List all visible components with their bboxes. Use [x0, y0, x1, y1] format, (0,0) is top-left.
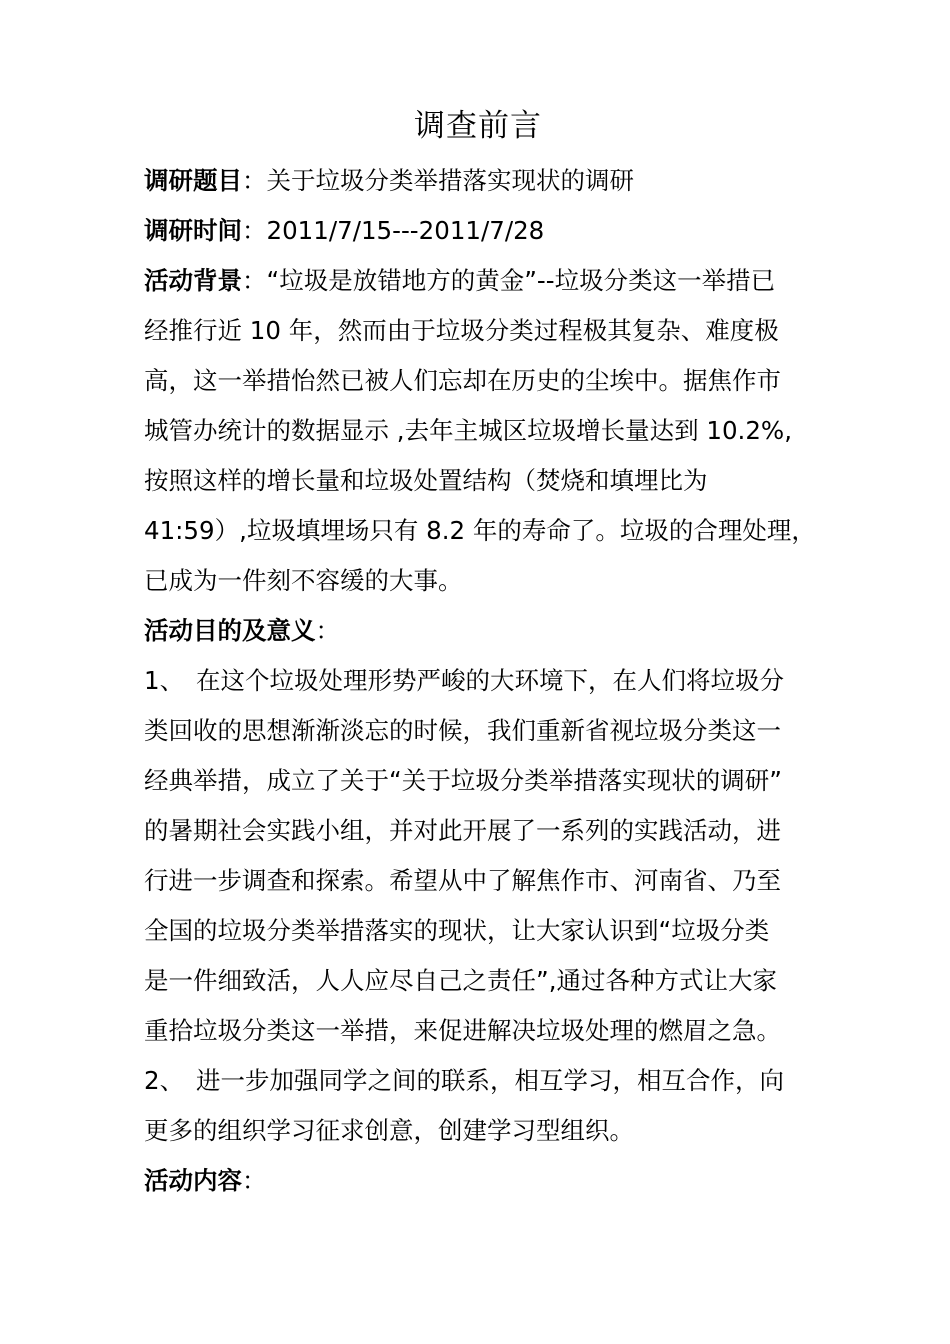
list-item-number: 2、 [144, 1066, 185, 1095]
content-heading [144, 1156, 812, 1206]
list-item-line: 的暑期社会实践小组，并对此开展了一系列的实践活动，进 [144, 816, 781, 845]
background-line: 已成为一件刻不容缓的大事。 [144, 566, 463, 595]
list-item-text: 在这个垃圾处理形势严峻的大环境下，在人们将垃圾分 [196, 666, 784, 695]
background-line [144, 256, 812, 306]
background-line: 经推行近 10 年，然而由于垃圾分类过程极其复杂、难度极 [144, 316, 779, 345]
content-separator: ： [242, 1166, 267, 1195]
page-title: 调查前言 [414, 108, 542, 144]
list-item-line [144, 1056, 812, 1106]
list-item-line: 行进一步调查和探索。希望从中了解焦作市、河南省、乃至 [144, 866, 781, 895]
purpose-item-2 [144, 1056, 812, 1156]
background-line: 41:59）,垃圾填埋场只有 8.2 年的寿命了。垃圾的合理处理， [144, 516, 816, 545]
list-item-line: 全国的垃圾分类举措落实的现状，让大家认识到“垃圾分类 [144, 916, 770, 945]
list-item-line: 更多的组织学习征求创意，创建学习型组织。 [144, 1116, 634, 1145]
purpose-separator: ： [315, 616, 340, 645]
topic-row [144, 156, 812, 206]
content-label: 活动内容 [144, 1166, 242, 1195]
background-line: 按照这样的增长量和垃圾处置结构（焚烧和填埋比为 [144, 466, 708, 495]
list-item-line: 经典举措，成立了关于“关于垃圾分类举措落实现状的调研” [144, 766, 782, 795]
list-item-number: 1、 [144, 666, 185, 695]
time-separator: ： [242, 216, 267, 245]
purpose-label: 活动目的及意义 [144, 616, 316, 645]
background-separator: ： [242, 266, 267, 295]
topic-label: 调研题目 [144, 166, 242, 195]
topic-value: 关于垃圾分类举措落实现状的调研 [266, 166, 634, 195]
list-item-line [144, 656, 812, 706]
purpose-item-1 [144, 656, 812, 1056]
list-item-line: 是一件细致活，人人应尽自己之责任”,通过各种方式让大家 [144, 966, 777, 995]
topic-separator: ： [242, 166, 267, 195]
list-item-line: 重拾垃圾分类这一举措，来促进解决垃圾处理的燃眉之急。 [144, 1016, 781, 1045]
background-line: 城管办统计的数据显示 ,去年主城区垃圾增长量达到 10.2%, [144, 416, 792, 445]
list-item-text: 进一步加强同学之间的联系，相互学习，相互合作，向 [196, 1066, 784, 1095]
background-label: 活动背景 [144, 266, 242, 295]
background-text: “垃圾是放错地方的黄金”--垃圾分类这一举措已 [266, 266, 776, 295]
background-paragraph [144, 256, 816, 606]
time-row [144, 206, 812, 256]
document-page [144, 96, 816, 1206]
time-value: 2011/7/15---2011/7/28 [266, 216, 545, 245]
background-line: 高，这一举措怡然已被人们忘却在历史的尘埃中。据焦作市 [144, 366, 781, 395]
purpose-heading [144, 606, 812, 656]
list-item-line: 类回收的思想渐渐淡忘的时候，我们重新省视垃圾分类这一 [144, 716, 781, 745]
time-label: 调研时间 [144, 216, 242, 245]
